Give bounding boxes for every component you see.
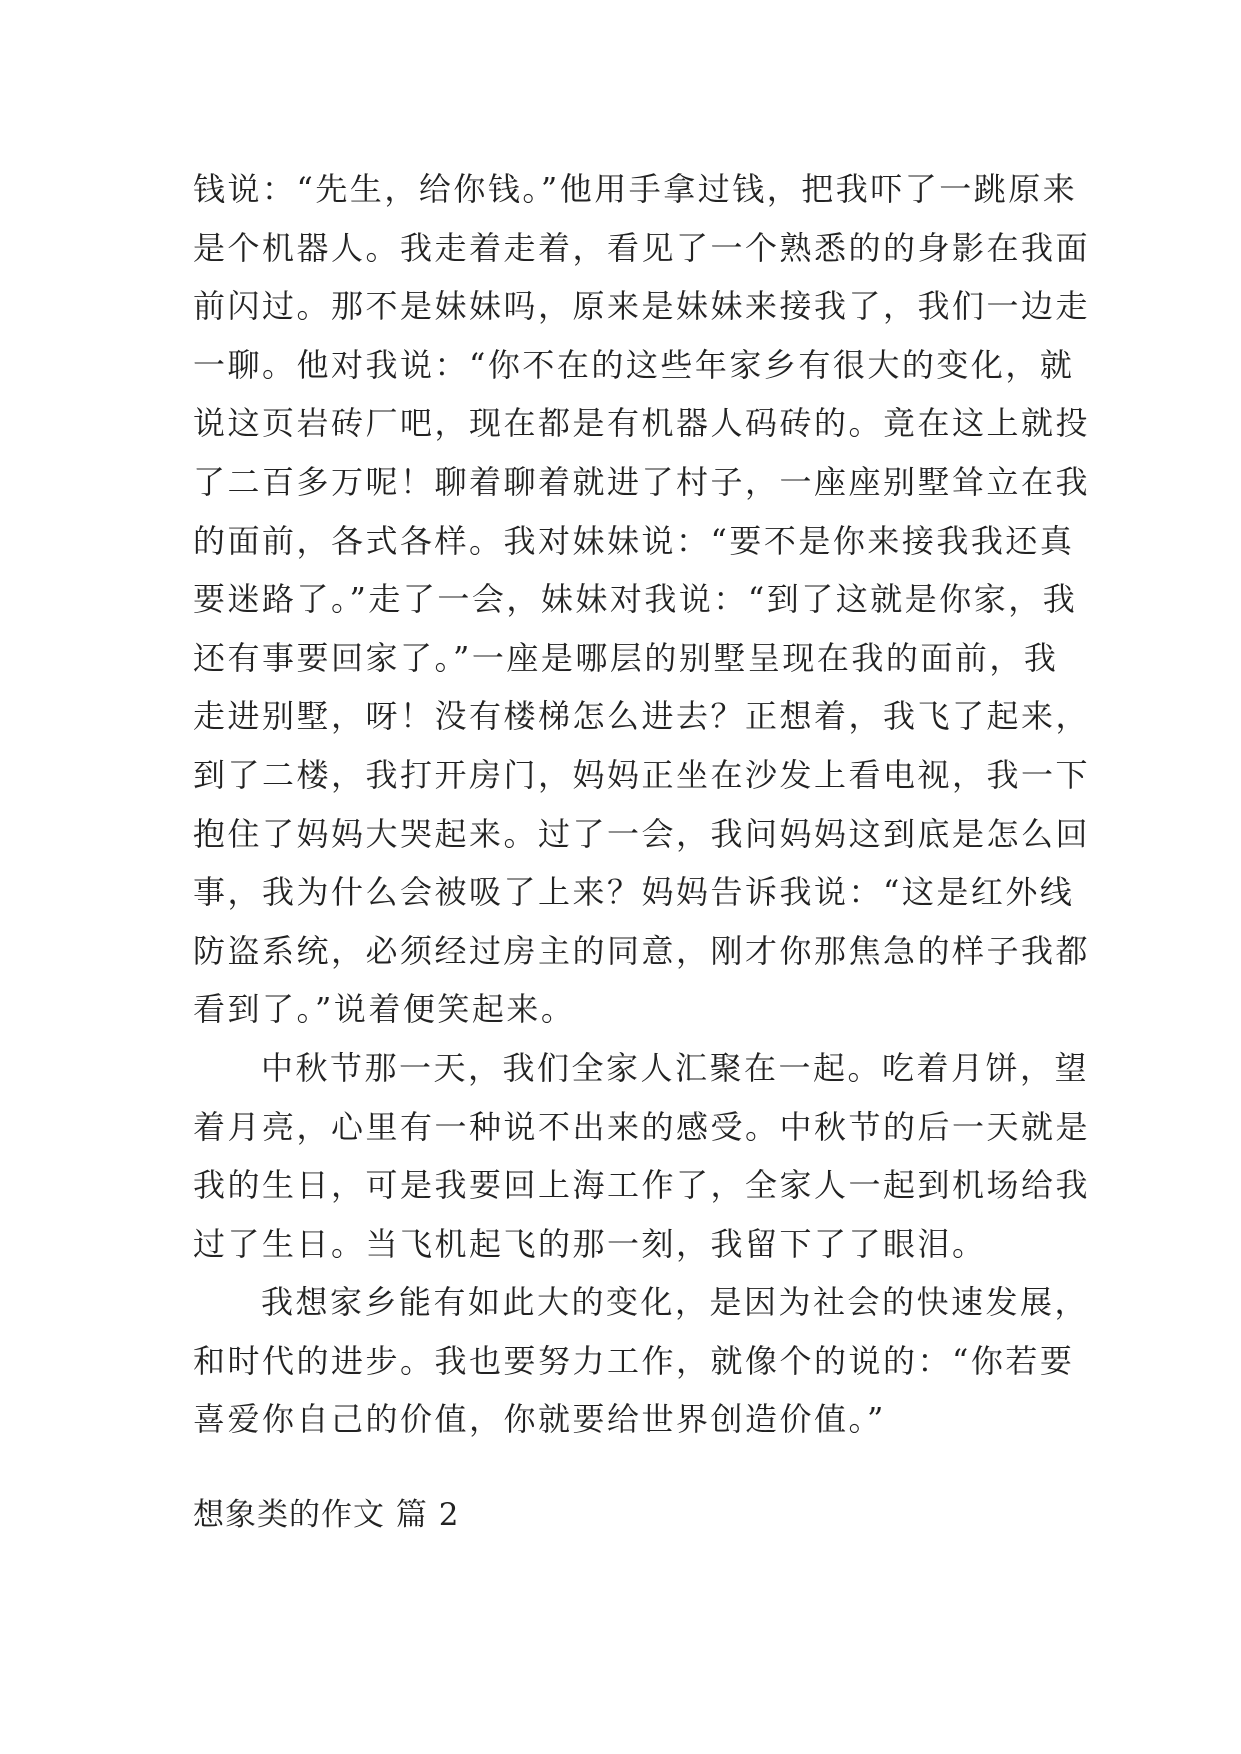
text-line: 了二百多万呢！聊着聊着就进了村子，一座座别墅耸立在我: [193, 462, 1091, 501]
paragraph-start-line: 中秋节那一天，我们全家人汇聚在一起。吃着月饼，望: [261, 1048, 1090, 1087]
paragraph-start-line: 我想家乡能有如此大的变化，是因为社会的快速发展，: [261, 1283, 1090, 1322]
text-line: 抱住了妈妈大哭起来。过了一会，我问妈妈这到底是怎么回: [193, 814, 1091, 853]
text-line: 喜爱你自己的价值，你就要给世界创造价值。”: [193, 1400, 886, 1439]
text-line: 防盗系统，必须经过房主的同意，刚才你那焦急的样子我都: [193, 931, 1091, 970]
text-line: 事，我为什么会被吸了上来？妈妈告诉我说：“这是红外线: [193, 873, 1075, 912]
text-line: 过了生日。当飞机起飞的那一刻，我留下了了眼泪。: [193, 1224, 987, 1263]
text-line: 一聊。他对我说：“你不在的这些年家乡有很大的变化，就: [193, 345, 1075, 384]
text-line: 的面前，各式各样。我对妹妹说：“要不是你来接我我还真: [193, 521, 1075, 560]
text-line: 着月亮，心里有一种说不出来的感受。中秋节的后一天就是: [193, 1107, 1091, 1146]
text-line: 到了二楼，我打开房门，妈妈正坐在沙发上看电视，我一下: [193, 755, 1091, 794]
text-line: 和时代的进步。我也要努力工作，就像个的说的：“你若要: [193, 1341, 1075, 1380]
text-line: 钱说：“先生，给你钱。”他用手拿过钱，把我吓了一跳原来: [193, 170, 1078, 208]
text-line: 前闪过。那不是妹妹吗，原来是妹妹来接我了，我们一边走: [193, 287, 1091, 326]
text-line: 我的生日，可是我要回上海工作了，全家人一起到机场给我: [193, 1166, 1091, 1205]
text-line: 说这页岩砖厂吧，现在都是有机器人码砖的。竟在这上就投: [193, 404, 1091, 443]
text-line: 要迷路了。”走了一会，妹妹对我说：“到了这就是你家，我: [193, 580, 1078, 619]
text-line: 走进别墅，呀！没有楼梯怎么进去？正想着，我飞了起来，: [193, 697, 1091, 736]
text-line: 是个机器人。我走着走着，看见了一个熟悉的的身影在我面: [193, 228, 1091, 267]
essay-body: [193, 160, 1091, 1449]
section-title: 想象类的作文 篇 2: [193, 1497, 460, 1533]
text-line: 看到了。”说着便笑起来。: [193, 990, 576, 1029]
text-line: 还有事要回家了。”一座是哪层的别墅呈现在我的面前，我: [193, 638, 1059, 677]
